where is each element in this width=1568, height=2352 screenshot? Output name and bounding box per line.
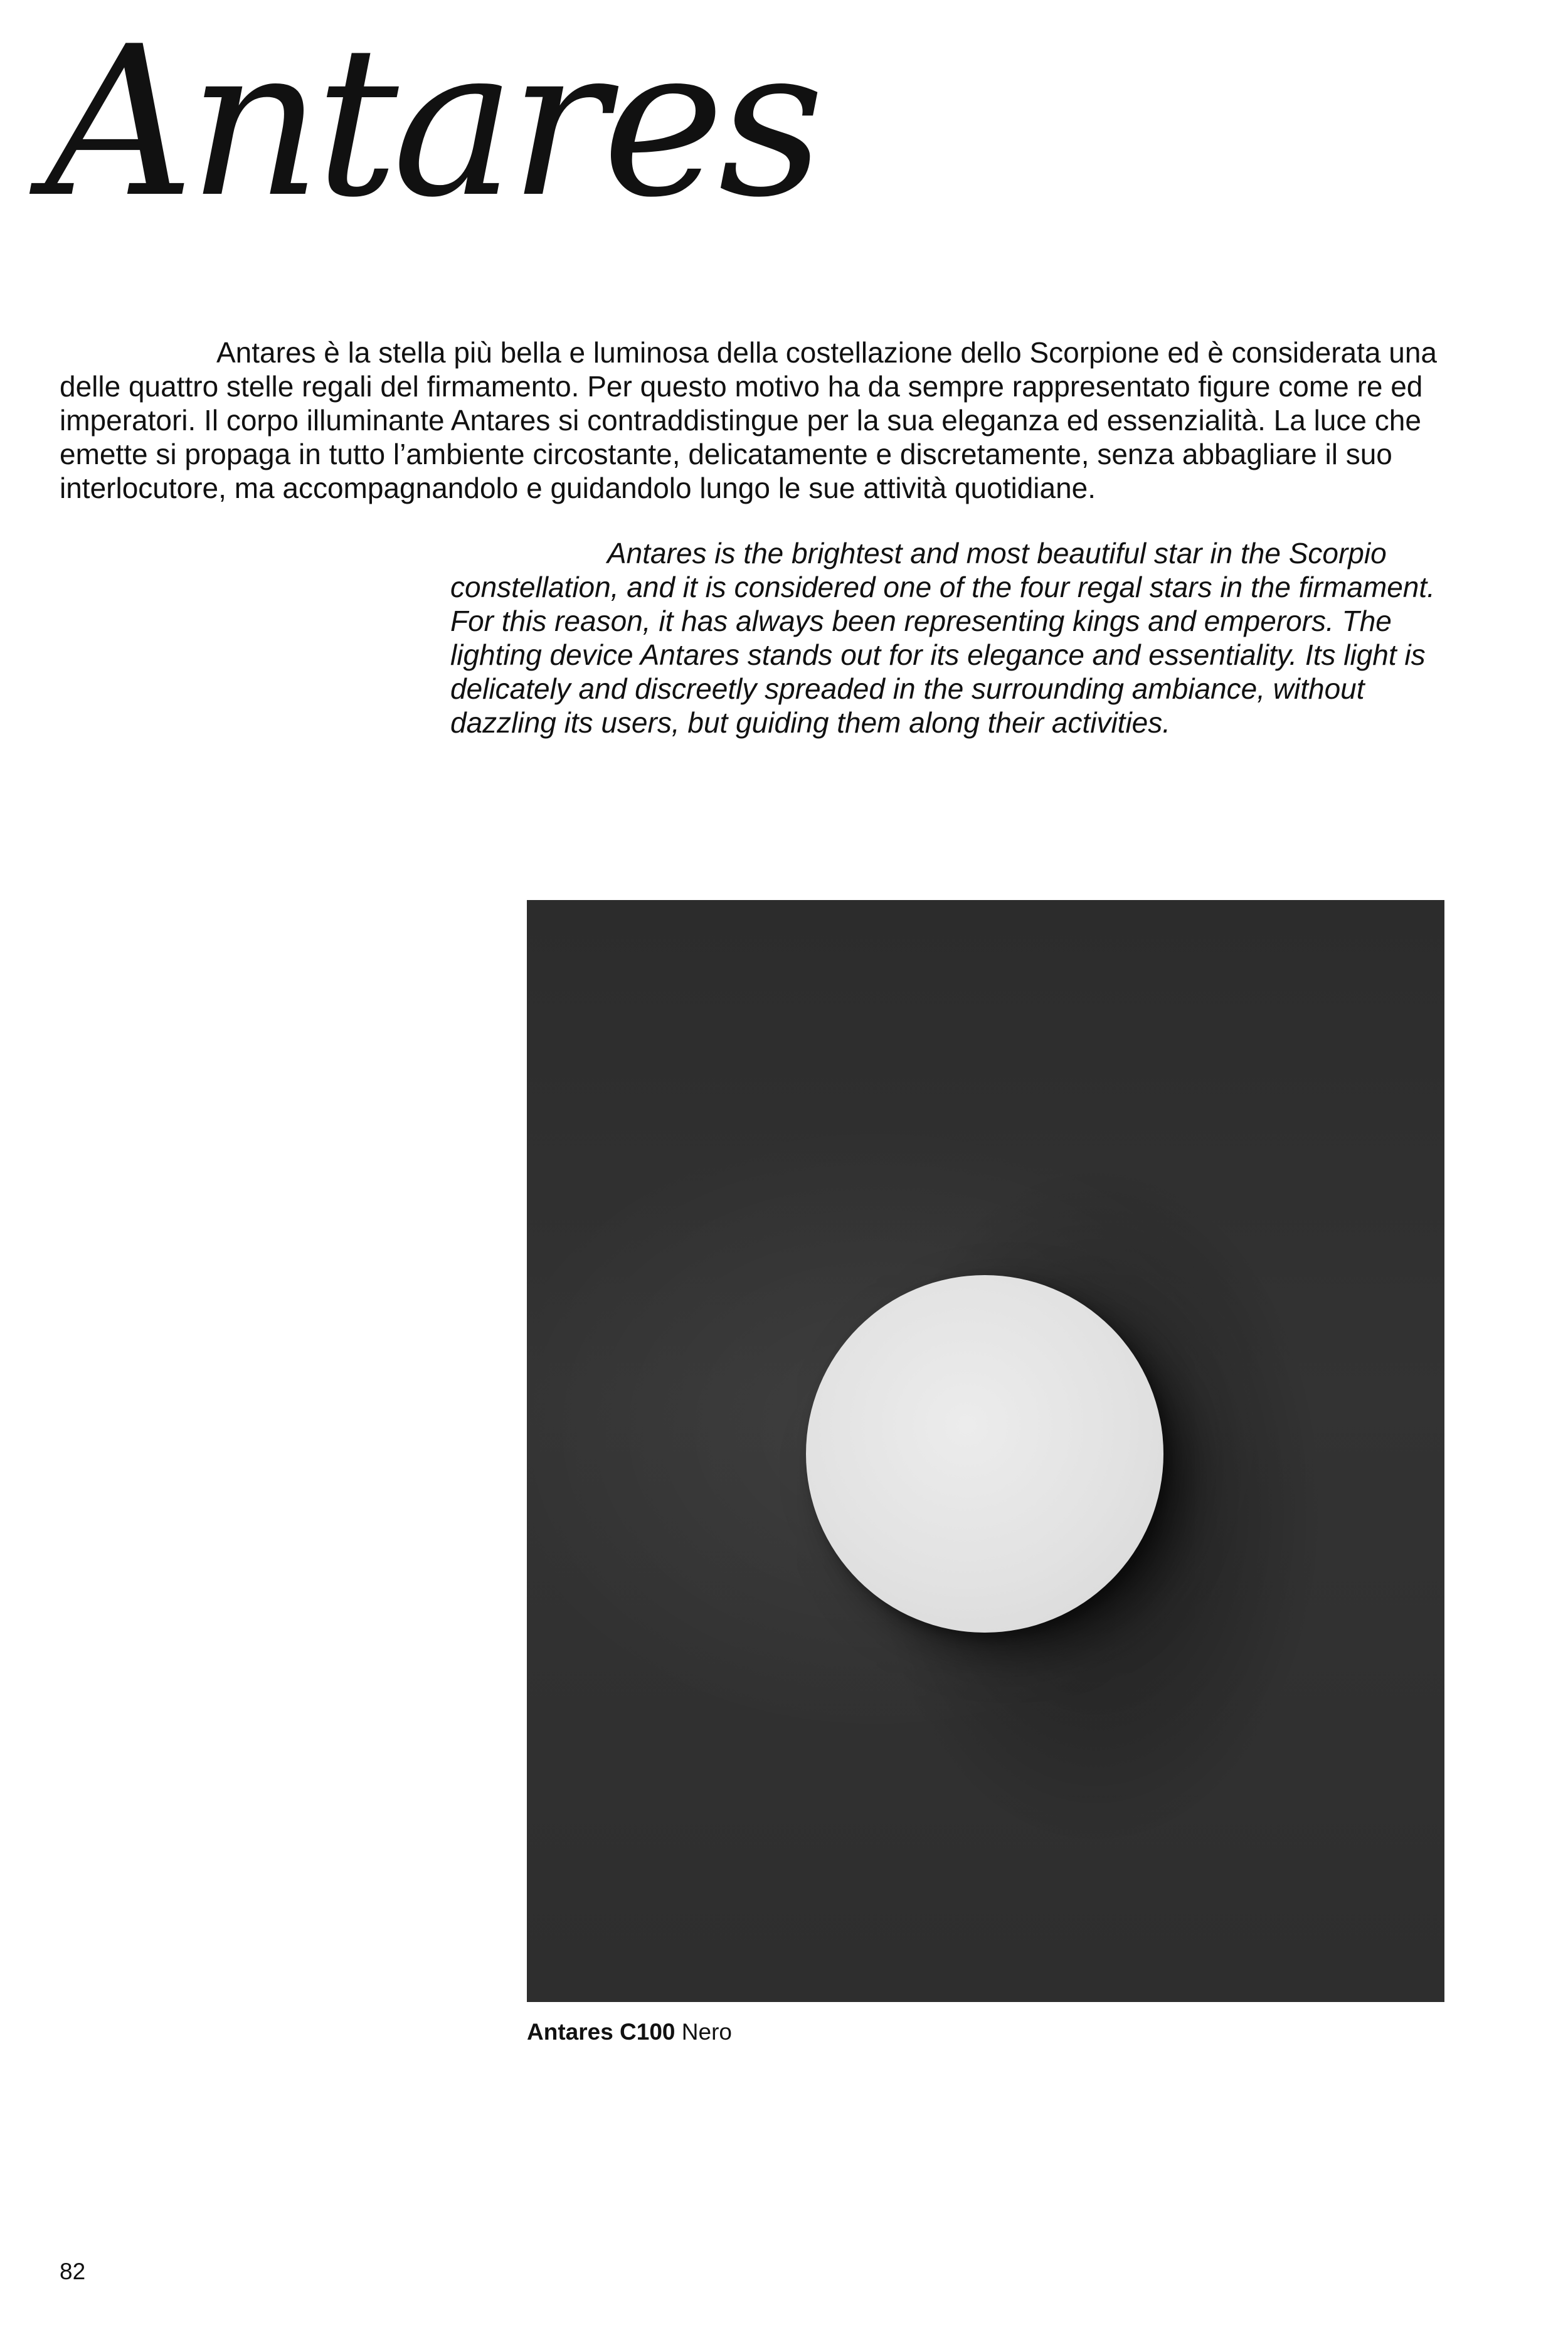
- page-number: 82: [60, 2259, 86, 2284]
- photo-caption: [527, 2018, 732, 2046]
- lamp-disc: [806, 1275, 1163, 1633]
- intro-text-italian: Antares è la stella più bella e luminosa della costellazione dello Scorpione ed è considerata una delle quattro stelle regali del firmamento. Per questo motivo ha da sempre rappresentato figure come re ed imperatori. Il corpo illuminante Antares si contraddistingue per la sua eleganza ed essenzialità. La luce che emette si propaga in tutto l’ambiente circostante, delicatamente e discretamente, senza abbagliare il suo interlocutore, ma accompagnandolo e guidandolo lungo le sue attività quotidiane.: [60, 336, 1438, 504]
- intro-text-english: Antares is the brightest and most beautiful star in the Scorpio constellation, and it is considered one of the four regal stars in the firmament. For this reason, it has always been representing kings and emperors. The lighting device Antares stands out for its elegance and essentiality. Its light is delicately and discreetly spreaded in the surrounding ambiance, without dazzling its users, but guiding them along their activities.: [450, 537, 1435, 739]
- page-title: Antares: [45, 2, 818, 243]
- caption-model: Antares C100: [527, 2019, 675, 2045]
- caption-finish: Nero: [681, 2019, 732, 2045]
- product-photo: [527, 900, 1444, 2002]
